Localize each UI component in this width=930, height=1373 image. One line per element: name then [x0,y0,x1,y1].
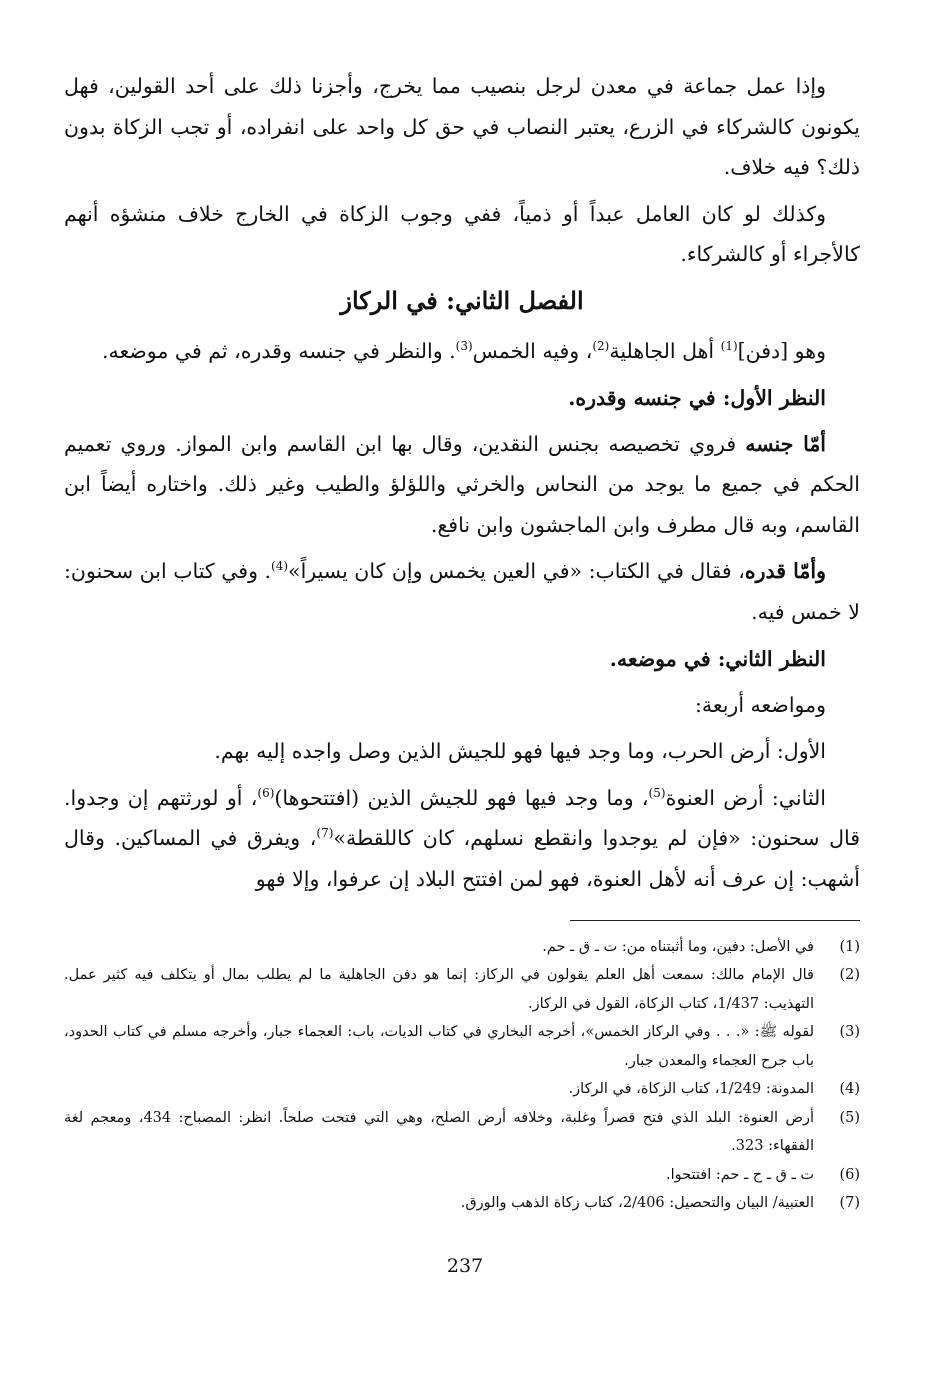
text-segment: وهو [دفن] [737,338,826,363]
paragraph-2: وكذلك لو كان العامل عبداً أو ذمياً، ففي وجوب الزكاة في الخارج خلاف منشؤه أنهم كالأجراء أو كالشركاء. [64,201,860,267]
footnote-6 [64,1161,860,1190]
footnote-ref-5: (5) [648,785,666,800]
footnote-ref-7: (7) [316,826,334,841]
section-heading-1 [64,378,860,418]
footnote-ref-6: (6) [257,785,275,800]
section-heading-text: في جنسه وقدره. [568,385,723,410]
footnote-7 [64,1189,860,1218]
footnote-number: (5) [839,1109,860,1126]
footnote-number: (2) [839,967,860,983]
footnote-number: (7) [839,1195,860,1211]
footnote-text: ت ـ ق ـ ح ـ حم: افتتحوا. [666,1166,814,1183]
text-segment: ، فقال في الكتاب: «في العين يخمس وإن كان يسيراً» [288,559,745,584]
footnote-text: لقوله ﷺ: «. . . وفي الركاز الخمس»، أخرجه البخاري في كتاب الديات، باب: العجماء جبار، وأخرجه مسلم في كتاب الحدود، باب جرح العجماء والمعدن جبار. [64,1024,814,1069]
section-heading-label: النظر الثاني: [717,646,826,671]
footnote-ref-2: (2) [592,339,610,354]
paragraph-7: الأول: أرض الحرب، وما وجد فيها فهو للجيش الذين وصل واجده إليه بهم. [214,739,826,764]
footnote-ref-1: (1) [720,339,738,354]
footnote-4 [64,1075,860,1104]
footnote-text: المدونة: 1/249، كتاب الزكاة، في الركاز. [568,1081,814,1097]
section-heading-2 [64,639,860,679]
paragraph-lead: وأمّا قدره [744,559,827,584]
paragraph-5 [64,551,860,632]
text-segment: ، ويفرق في المساكين. وقال أشهب: إن عرف أنه لأهل العنوة، فهو لمن افتتح البلاد إن عرفوا، وإلا فهو [64,826,860,891]
paragraph-4 [64,424,860,546]
footnote-divider [570,920,860,921]
footnote-number: (1) [839,938,860,955]
footnote-ref-4: (4) [271,559,289,574]
section-heading-text: في موضعه. [609,646,718,671]
footnote-number: (3) [839,1024,860,1040]
footnote-1 [64,933,860,962]
paragraph-3 [64,331,860,372]
chapter-title: الفصل الثاني: في الركاز [340,285,584,315]
text-segment: ، وما وجد فيها فهو للجيش الذين (افتتحوها) [274,785,649,810]
page-number: 237 [446,1255,484,1277]
text-segment: . وفي كتاب ابن سحنون: لا خمس فيه. [64,559,860,624]
text-segment: أهل الجاهلية [609,338,721,363]
text-segment: الثاني: أرض العنوة [665,785,826,810]
footnote-text: في الأصل: دفين، وما أثبتناه من: ت ـ ق ـ حم. [542,938,814,955]
footnote-3 [64,1018,860,1075]
section-heading-label: النظر الأول: [722,385,826,410]
paragraph-8 [64,778,860,900]
paragraph-lead: أمّا جنسه [745,431,826,456]
footnote-text: قال الإمام مالك: سمعت أهل العلم يقولون في الركاز: إنما هو دفن الجاهلية ما لم يطلب بمال أو يتكلف فيه كثير عمل. التهذيب: 1/437، كتاب الزكاة، القول في الركاز. [64,967,814,1012]
footnote-number: (4) [839,1081,860,1097]
text-segment: ، وفيه الخمس [472,338,593,363]
text-segment: . والنظر في جنسه وقدره، ثم في موضعه. [102,338,456,363]
main-text [64,66,860,900]
footnote-2 [64,961,860,1018]
paragraph-1: وإذا عمل جماعة في معدن لرجل بنصيب مما يخرج، وأجزنا ذلك على أحد القولين، فهل يكونون كالشركاء في الزرع، يعتبر النصاب في حق كل واحد على انفراده، أو تجب الزكاة بدون ذلك؟ فيه خلاف. [64,74,860,180]
text-segment: فروي تخصيصه بجنس النقدين، وقال بها ابن القاسم وابن المواز. وروي تعميم الحكم في جميع ما يوجد من النحاس والخرثي واللؤلؤ والطيب وغير ذلك. واختاره أيضاً ابن القاسم، وبه قال مطرف وابن الماجشون وابن نافع. [64,431,860,537]
footnote-5 [64,1104,860,1161]
footnote-text: أرض العنوة: البلد الذي فتح قصراً وغلبة، وخلافه أرض الصلح، وهي التي فتحت صلحاً. انظر: المصباح: 434، ومعجم لغة الفقهاء: 323. [64,1109,815,1154]
paragraph-6: ومواضعه أربعة: [694,692,826,717]
footnote-ref-3: (3) [455,339,473,354]
footnotes [64,933,860,1218]
footnote-text: العتبية/ البيان والتحصيل: 2/406، كتاب زكاة الذهب والورق. [460,1195,814,1211]
footnote-number: (6) [839,1166,860,1183]
text-segment: ، أو لورثتهم إن وجدوا. قال سحنون: «فإن لم يوجدوا وانقطع نسلهم، كان كاللقطة» [64,785,861,851]
